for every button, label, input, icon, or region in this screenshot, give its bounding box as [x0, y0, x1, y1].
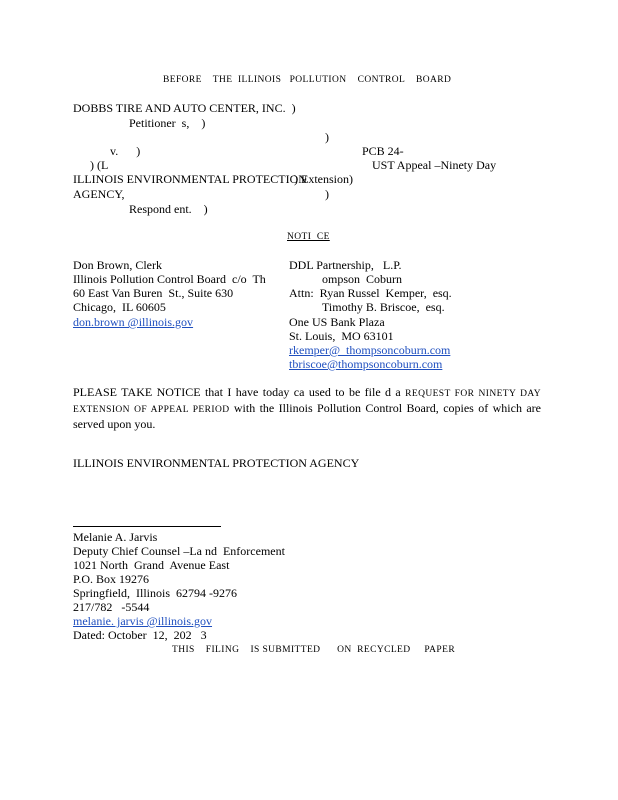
signer-phone: 217/782 -5544 — [73, 600, 150, 614]
caption-petitioner-name: DOBBS TIRE AND AUTO CENTER, INC. ) — [73, 101, 296, 115]
clerk-city: Chicago, IL 60605 — [73, 300, 166, 314]
clerk-street: 60 East Van Buren St., Suite 630 — [73, 286, 234, 300]
page-title: BEFORE THE ILLINOIS POLLUTION CONTROL BOARD — [163, 75, 452, 85]
caption-respondent-name: ILLINOIS ENVIRONMENTAL PROTECTION — [73, 172, 307, 186]
signer-email-link[interactable]: melanie. jarvis @illinois.gov — [73, 614, 213, 628]
dated-line: Dated: October 12, 202 3 — [73, 628, 207, 642]
caption-case-number: PCB 24- — [362, 144, 404, 158]
firm-email-link-1[interactable]: rkemper@ thompsoncoburn.com — [289, 343, 451, 357]
firm-name-cont: ompson Coburn — [322, 272, 403, 286]
signer-city: Springfield, Illinois 62794 -9276 — [73, 586, 237, 600]
agency-signoff: ILLINOIS ENVIRONMENTAL PROTECTION AGENCY — [73, 456, 360, 470]
notice-text-caps: REQUEST FOR NINETY DAY EXTENSION OF APPEAL PERIOD — [73, 389, 541, 415]
caption-extension: ) Extension) — [294, 172, 353, 186]
notice-paragraph — [73, 385, 541, 431]
signer-street: 1021 North Grand Avenue East — [73, 558, 230, 572]
signer-name: Melanie A. Jarvis — [73, 530, 158, 544]
caption-petitioner-label: Petitioner s, ) — [129, 116, 206, 130]
clerk-name: Don Brown, Clerk — [73, 258, 162, 272]
clerk-email-link[interactable]: don.brown @illinois.gov — [73, 315, 194, 329]
notice-heading: NOTI CE — [287, 232, 330, 242]
attn-line-2: Timothy B. Briscoe, esq. — [322, 300, 445, 314]
caption-respondent-label: Respond ent. ) — [129, 202, 208, 216]
firm-email-link-2[interactable]: tbriscoe@thompsoncoburn.com — [289, 357, 443, 371]
caption-versus: v. ) — [110, 144, 141, 158]
signer-pobox: P.O. Box 19276 — [73, 572, 150, 586]
caption-paren: ) — [325, 187, 329, 201]
signature-line — [73, 526, 221, 527]
firm-city: St. Louis, MO 63101 — [289, 329, 394, 343]
firm-plaza: One US Bank Plaza — [289, 315, 385, 329]
caption-agency: AGENCY, — [73, 187, 125, 201]
notice-text-1: PLEASE TAKE NOTICE that I have today ca used to be file d a — [73, 385, 406, 399]
caption-l-line: ) (L — [90, 158, 109, 172]
caption-paren: ) — [325, 130, 329, 144]
clerk-org: Illinois Pollution Control Board c/o Th — [73, 272, 266, 286]
attn-line: Attn: Ryan Russel Kemper, esq. — [289, 286, 452, 300]
recycled-paper-footer: THIS FILING IS SUBMITTED ON RECYCLED PAPER — [172, 645, 456, 655]
notice-text-2: with the Illinois Pollution Control Board, copies of which are served upon you. — [73, 401, 541, 431]
firm-name: DDL Partnership, L.P. — [289, 258, 402, 272]
caption-ust-appeal: UST Appeal –Ninety Day — [372, 158, 497, 172]
signer-title: Deputy Chief Counsel –La nd Enforcement — [73, 544, 285, 558]
